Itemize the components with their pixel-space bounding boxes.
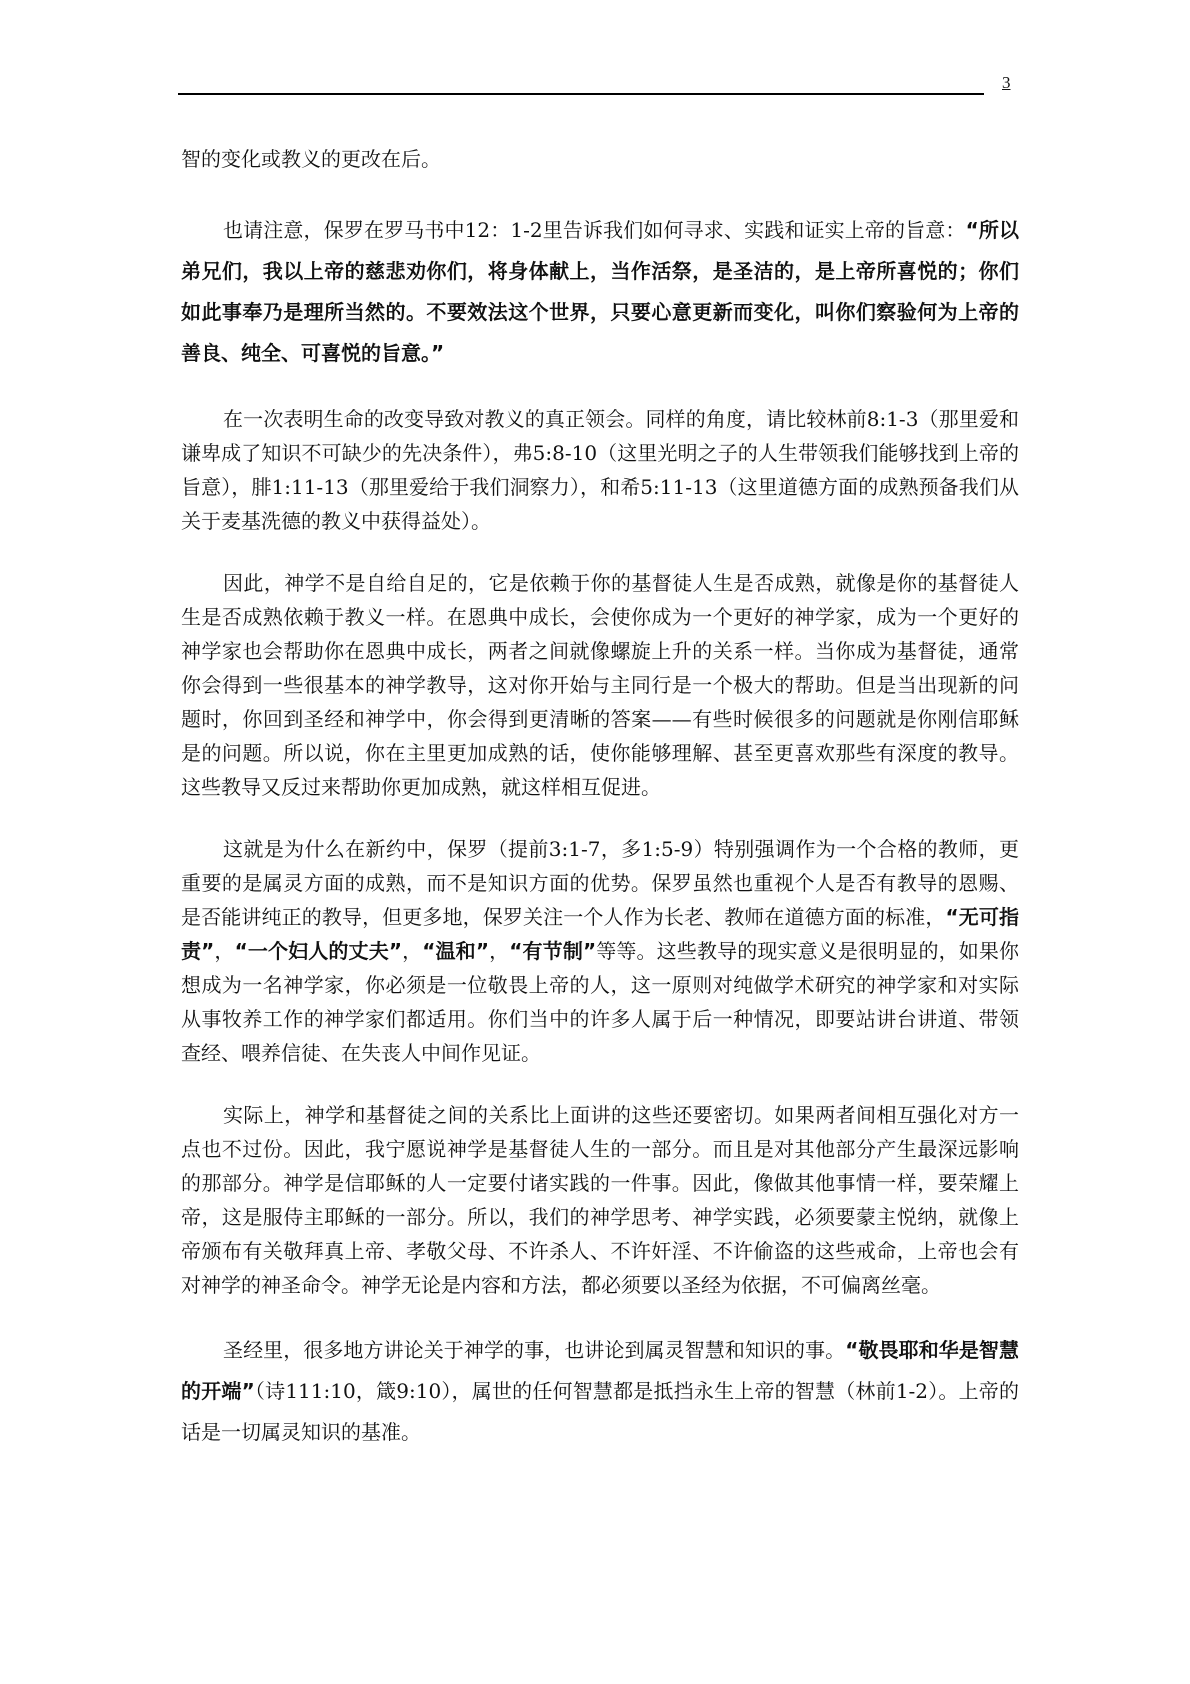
separator: ， bbox=[401, 939, 423, 963]
page-number: 3 bbox=[1002, 73, 1011, 92]
quote-gentle: “温和” bbox=[422, 939, 489, 963]
header-rule bbox=[178, 93, 984, 95]
paragraph-7-part-a: 圣经里，很多地方讲论关于神学的事，也讲论到属灵智慧和知识的事。 bbox=[223, 1338, 846, 1362]
fear-of-lord-quote: “敬畏耶和华是智慧的开端” bbox=[181, 1338, 1019, 1403]
romans-quote: “所以弟兄们，我以上帝的慈悲劝你们，将身体献上，当作活祭，是圣洁的，是上帝所喜悦的；你们如此事奉乃是理所当然的。不要效法这个世界，只要心意更新而变化，叫你们察验何为上帝的善良、纯全、可喜悦的旨意。” bbox=[181, 218, 1019, 365]
document-body bbox=[181, 142, 1019, 1481]
paragraph-6: 实际上，神学和基督徒之间的关系比上面讲的这些还要密切。如果两者间相互强化对方一点也不过份。因此，我宁愿说神学是基督徒人生的一部分。而且是对其他部分产生最深远影响的那部分。神学是信耶稣的人一定要付诸实践的一件事。因此，像做其他事情一样，要荣耀上帝，这是服侍主耶稣的一部分。所以，我们的神学思考、神学实践，必须要蒙主悦纳，就像上帝颁布有关敬拜真上帝、孝敬父母、不许杀人、不许奸淫、不许偷盗的这些戒命，上帝也会有对神学的神圣命令。神学无论是内容和方法，都必须要以圣经为依据，不可偏离丝毫。 bbox=[181, 1103, 1019, 1297]
quote-one-wife: “一个妇人的丈夫” bbox=[234, 939, 402, 963]
paragraph-2 bbox=[181, 210, 1019, 374]
separator: ， bbox=[214, 939, 235, 963]
quote-blameless: “无可指责” bbox=[181, 905, 1019, 963]
paragraph-2-intro: 也请注意，保罗在罗马书中12：1-2里告诉我们如何寻求、实践和证实上帝的旨意： bbox=[223, 218, 966, 242]
paragraph-3: 在一次表明生命的改变导致对教义的真正领会。同样的角度，请比较林前8:1-3（那里爱和谦卑成了知识不可缺少的先决条件），弗5:8-10（这里光明之子的人生带领我们能够找到上帝的旨意），腓1:11-13（那里爱给于我们洞察力），和希5:11-13（这里道德方面的成熟预备我们从关于麦基洗德的教义中获得益处）。 bbox=[181, 407, 1019, 533]
quote-self-controlled: “有节制” bbox=[509, 939, 597, 963]
paragraph-5-part-b: 等等。这些教导的现实意义是很明显的，如果你想成为一名神学家，你必须是一位敬畏上帝的人，这一原则对纯做学术研究的神学家和对实际从事牧养工作的神学家们都适用。你们当中的许多人属于后一种情况，即要站讲台讲道、带领查经、喂养信徒、在失丧人中间作见证。 bbox=[181, 939, 1020, 1065]
separator: ， bbox=[488, 939, 510, 963]
paragraph-7-part-b: （诗111:10，箴9:10），属世的任何智慧都是抵挡永生上帝的智慧（林前1-2）。上帝的话是一切属灵知识的基准。 bbox=[181, 1379, 1019, 1444]
paragraph-5-part-a: 这就是为什么在新约中，保罗（提前3:1-7，多1:5-9）特别强调作为一个合格的教师，更重要的是属灵方面的成熟，而不是知识方面的优势。保罗虽然也重视个人是否有教导的恩赐、是否能讲纯正的教导，但更多地，保罗关注一个人作为长老、教师在道德方面的标准， bbox=[181, 837, 1019, 929]
paragraph-1: 智的变化或教义的更改在后。 bbox=[181, 147, 441, 171]
paragraph-7 bbox=[181, 1330, 1019, 1453]
paragraph-4: 因此，神学不是自给自足的，它是依赖于你的基督徒人生是否成熟，就像是你的基督徒人生是否成熟依赖于教义一样。在恩典中成长，会使你成为一个更好的神学家，成为一个更好的神学家也会帮助你在恩典中成长，两者之间就像螺旋上升的关系一样。当你成为基督徒，通常你会得到一些很基本的神学教导，这对你开始与主同行是一个极大的帮助。但是当出现新的问题时，你回到圣经和神学中，你会得到更清晰的答案——有些时候很多的问题就是你刚信耶稣是的问题。所以说，你在主里更加成熟的话，使你能够理解、甚至更喜欢那些有深度的教导。这些教导又反过来帮助你更加成熟，就这样相互促进。 bbox=[181, 571, 1019, 799]
paragraph-5 bbox=[181, 832, 1019, 1070]
